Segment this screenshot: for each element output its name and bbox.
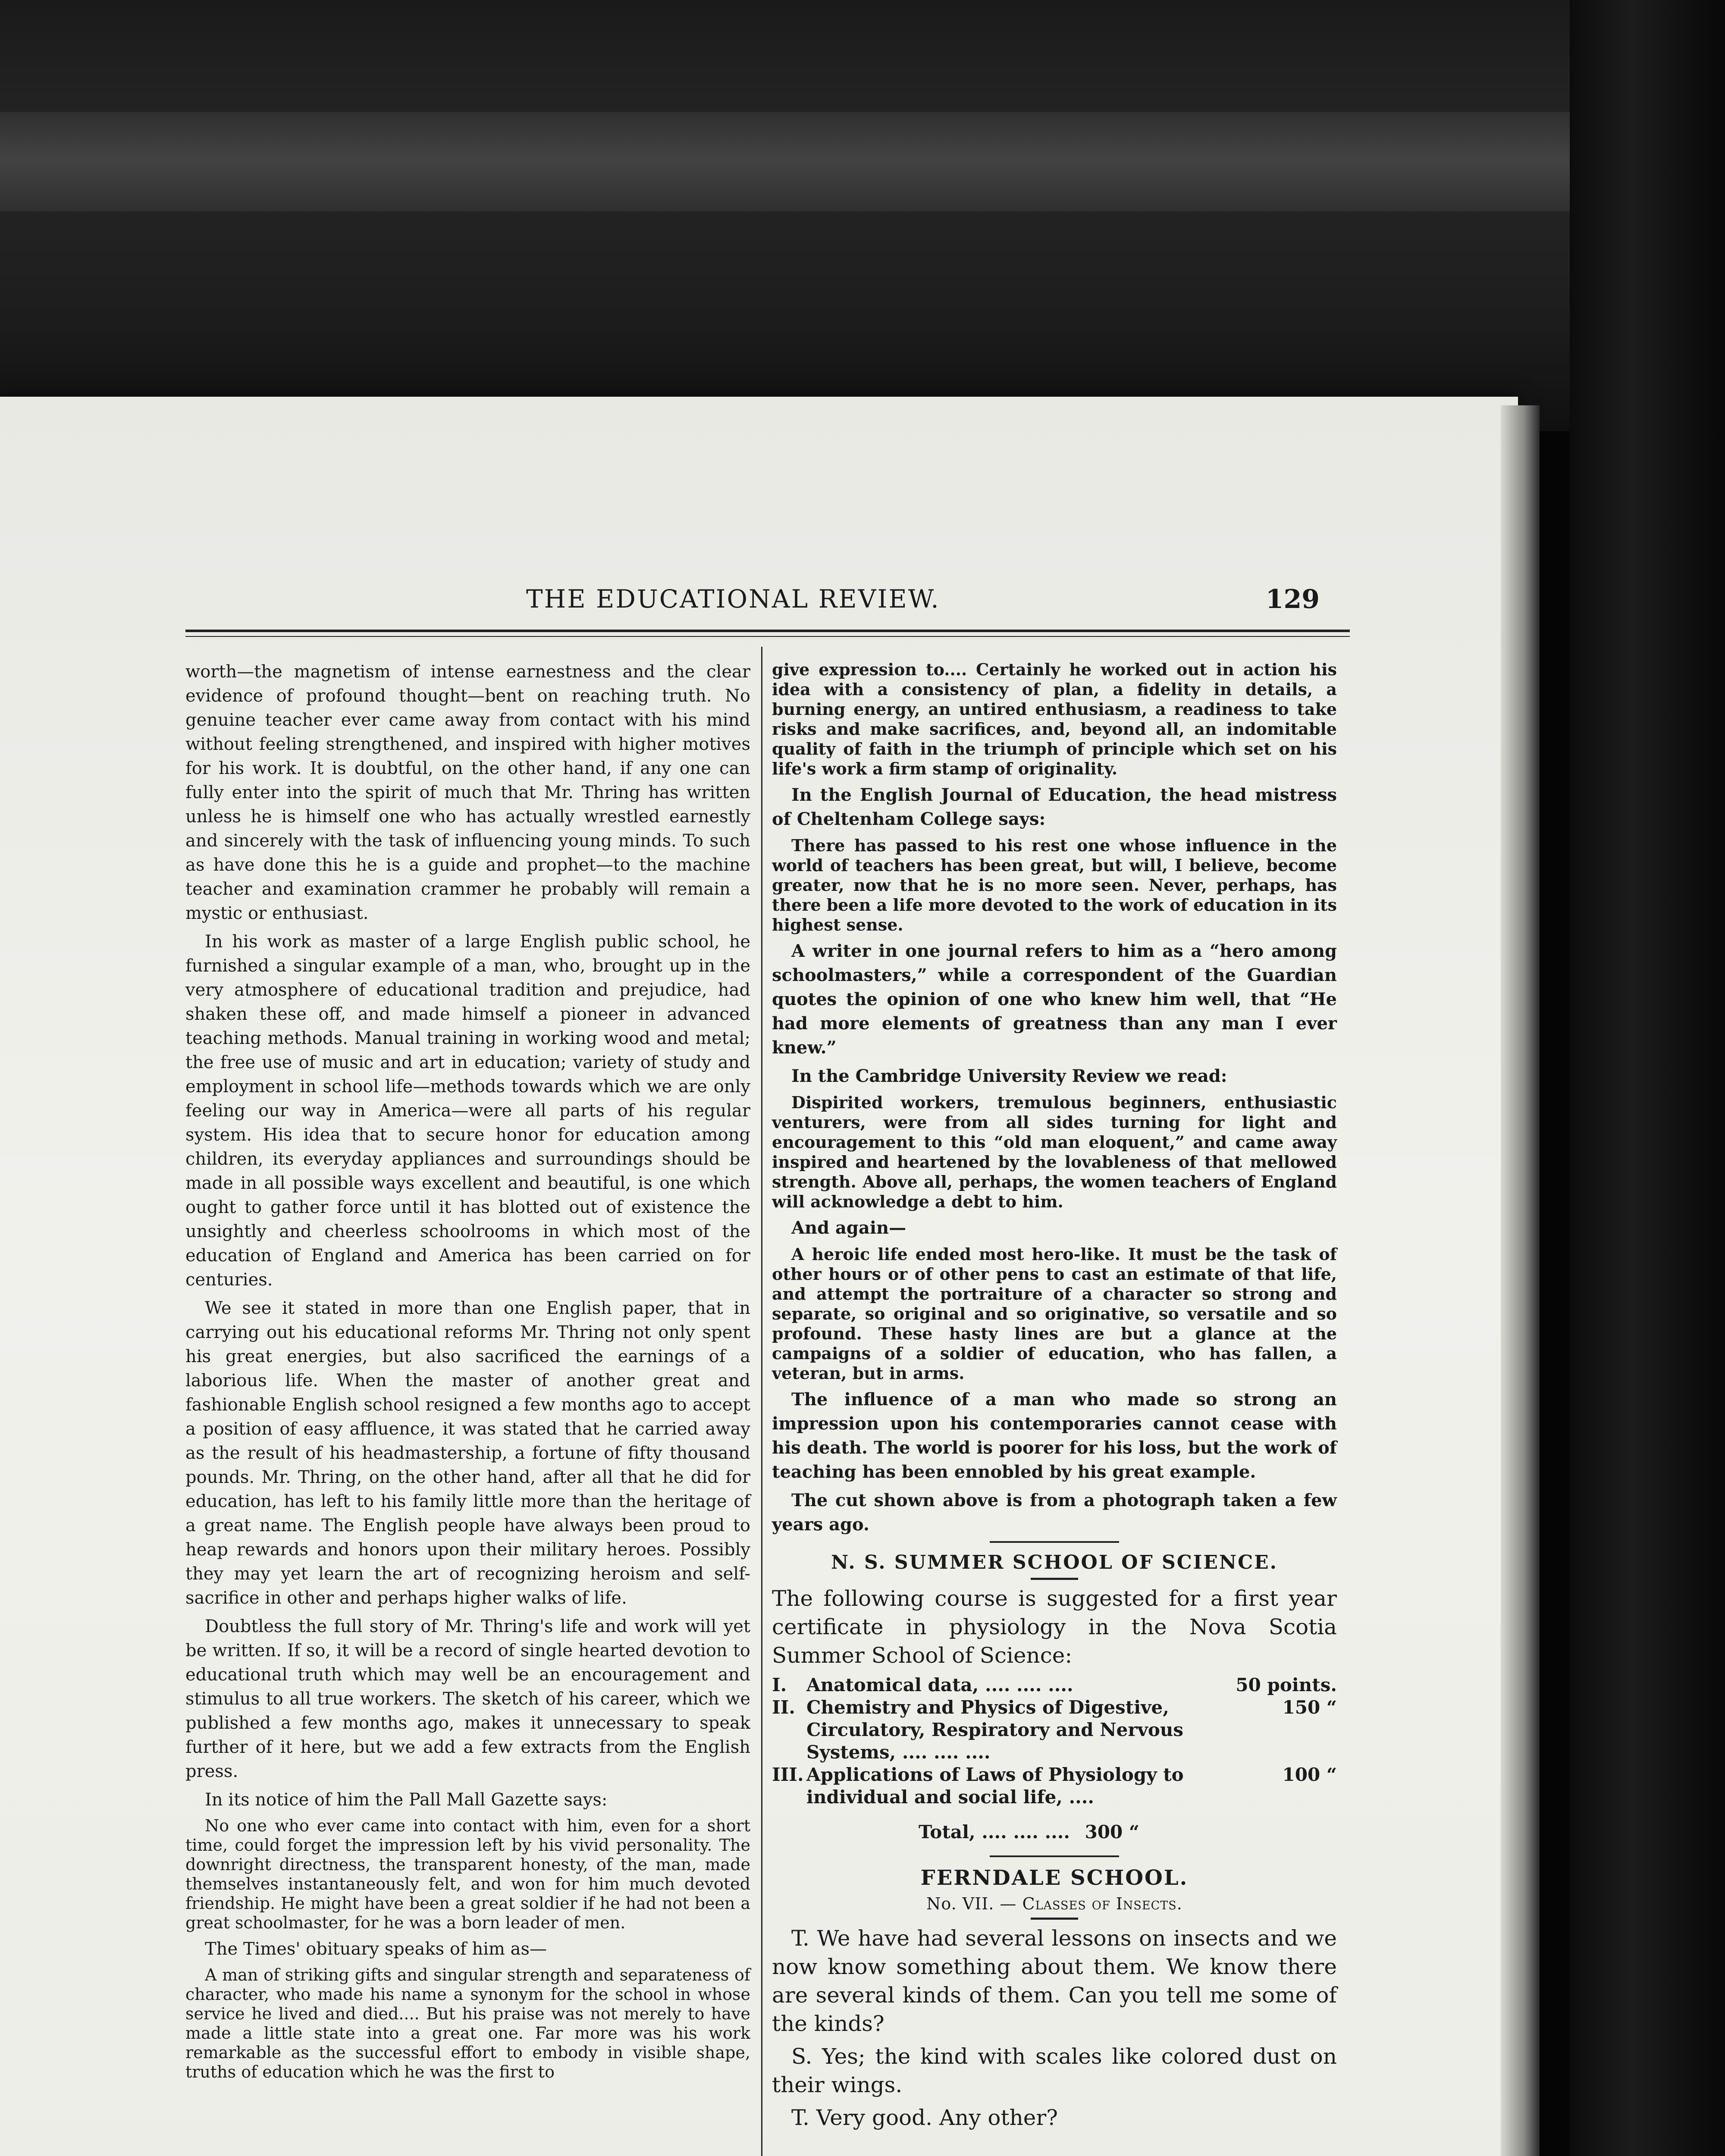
paragraph: And again— (791, 1218, 906, 1238)
course-total-label: Total, .... .... .... (919, 1821, 1070, 1843)
course-label: Applications of Laws of Physiology to individual and social life, .... (806, 1764, 1184, 1808)
course-list (772, 1674, 1337, 1808)
ferndale-subtitle (772, 1894, 1337, 1913)
course-points: 100 “ (1282, 1764, 1337, 1785)
course-points: 50 points. (1236, 1674, 1337, 1695)
course-total (772, 1821, 1337, 1843)
paragraph: We see it stated in more than one English paper, that in carrying out his educational reforms Mr. Thring not only spent his great energies, but also sacrificed the earnings of a laborious life. When the master of another great and fashionable English school resigned a few months ago to accept a position of easy affluence, it was stated that he carried away as the result of his headmastership, a fortune of fifty thousand pounds. Mr. Thring, on the other hand, after all that he did for education, has left to his family little more than the heritage of a great name. The English people have always been proud to heap rewards and honors upon their military heroes. Possibly they may yet learn the art of recognizing heroism and self-sacrifice in other and perhaps higher walks of life. (185, 1298, 750, 1608)
course-item (772, 1764, 1337, 1808)
left-column (185, 660, 750, 2086)
page-header (181, 584, 1337, 619)
paragraph: In the Cambridge University Review we read: (791, 1066, 1227, 1086)
course-label: Anatomical data, .... .... .... (806, 1674, 1073, 1695)
section-rule-short (1031, 1578, 1078, 1580)
quoted-passage: Dispirited workers, tremulous beginners, enthusiastic venturers, were from all sides turning for light and encouragement to this “old man eloquent,” and came away inspired and heartened by the lovableness of that mellowed strength. Above all, perhaps, the women teachers of England will acknowledge a debt to him. (772, 1093, 1337, 1211)
course-points: 150 “ (1282, 1697, 1337, 1718)
summer-school-intro: The following course is suggested for a first year certificate in physiology in the Nova Scotia Summer School of Science: (772, 1586, 1337, 1668)
paragraph: The Times' obituary speaks of him as— (205, 1939, 547, 1959)
paragraph: In the English Journal of Education, the head mistress of Cheltenham College says: (772, 785, 1337, 829)
ferndale-dialogue (772, 1924, 1337, 2132)
column-divider (761, 647, 762, 2156)
header-rule-thin (185, 636, 1350, 637)
paragraph: worth—the magnetism of intense earnestness and the clear evidence of profound thought—bent on reaching truth. No genuine teacher ever came away from contact with his mind without feeling strengthened, and inspired with higher motives for his work. It is doubtful, on the other hand, if any one can fully enter into the spirit of much that Mr. Thring has written unless he is himself one who has actually wrestled earnestly and sincerely with the task of influencing young minds. To such as have done this he is a guide and prophet—to the machine teacher and examination crammer he probably will remain a mystic or enthusiast. (185, 662, 750, 923)
film-band (0, 112, 1639, 211)
course-item (772, 1696, 1337, 1764)
summer-school-title: N. S. SUMMER SCHOOL OF SCIENCE. (831, 1551, 1278, 1573)
header-rule (185, 630, 1350, 632)
course-num: II. (772, 1697, 795, 1718)
paragraph: A writer in one journal refers to him as a “hero among schoolmasters,” while a correspondent of the Guardian quotes the opinion of one who knew him well, that “He had more elements of greatness than any man I ever knew.” (772, 941, 1337, 1058)
section-rule (990, 1541, 1119, 1543)
quoted-passage: give expression to.... Certainly he worked out in action his idea with a consistency of plan, a fidelity in details, a burning energy, an untired enthusiasm, a readiness to take risks and make sacrifices, and, beyond all, an indomitable quality of faith in the triumph of principle which set on his life's work a firm stamp of originality. (772, 660, 1337, 778)
paragraph: In his work as master of a large English public school, he furnished a singular example of a man, who, brought up in the very atmosphere of educational tradition and prejudice, had shaken these off, and made himself a pioneer in advanced teaching methods. Manual training in working wood and metal; the free use of music and art in education; variety of study and employment in school life—methods towards which we are only feeling our way in America—were all parts of his regular system. His idea that to secure honor for education among children, its everyday appliances and surroundings should be made in all possible ways excellent and beautiful, is one which ought to gather force until it has blotted out of existence the unsightly and cheerless schoolrooms in which most of the education of England and America has been carried on for centuries. (185, 932, 750, 1290)
film-background-top (0, 0, 1725, 431)
paragraph: Doubtless the full story of Mr. Thring's life and work will yet be written. If so, it will be a record of single hearted devotion to educational truth which may well be an encouragement and stimulus to all true workers. The sketch of his career, which we published a few months ago, makes it unnecessary to speak further of it here, but we add a few extracts from the English press. (185, 1617, 750, 1781)
course-num: III. (772, 1764, 804, 1785)
page-number: 129 (1265, 584, 1320, 614)
quoted-passage: A heroic life ended most hero-like. It must be the task of other hours or of other pens to cast an estimate of that life, and attempt the portraiture of a character so strong and separate, so original and so originative, so versatile and so profound. These hasty lines are but a glance at the campaigns of a soldier of education, who has fallen, a veteran, but in arms. (772, 1244, 1337, 1383)
right-column (772, 660, 1337, 2136)
paragraph: In its notice of him the Pall Mall Gazette says: (205, 1790, 608, 1810)
right-column-article (772, 660, 1337, 1537)
film-background-right (1570, 0, 1725, 2156)
course-item (772, 1674, 1337, 1696)
section-rule-short (1031, 1918, 1078, 1920)
section-rule (990, 1855, 1119, 1857)
quoted-passage: There has passed to his rest one whose influence in the world of teachers has been great, but will, I believe, become greater, now that he is no more seen. Never, perhaps, has there been a life more devoted to the work of education in its highest sense. (772, 836, 1337, 934)
ferndale-title: FERNDALE SCHOOL. (920, 1866, 1189, 1890)
course-label: Chemistry and Physics of Digestive, Circulatory, Respiratory and Nervous Systems, .... .... .... (806, 1697, 1184, 1763)
page-edge (1501, 405, 1540, 2156)
journal-title: THE EDUCATIONAL REVIEW. (526, 584, 940, 614)
dialogue-line: T. We have had several lessons on insects and we now know something about them. We know there are several kinds of them. Can you tell me some of the kinds? (772, 1926, 1337, 2036)
ferndale-lesson-topic: Classes of Insects. (1022, 1894, 1182, 1913)
dialogue-line: T. Very good. Any other? (791, 2105, 1058, 2130)
quoted-passage: No one who ever came into contact with him, even for a short time, could forget the impression left by his vivid personality. The downright directness, the transparent honesty, of the man, made themselves instantaneously felt, and won for him much devoted friendship. He might have been a great soldier if he had not been a great schoolmaster, for he was a born leader of men. (185, 1816, 750, 1932)
quoted-passage: A man of striking gifts and singular strength and separateness of character, who made his name a synonym for the school in whose service he lived and died.... But his praise was not merely to have made a little state into a great one. Far more was his work remarkable as the successful effort to embody in visible shape, truths of education which he was the first to (185, 1965, 750, 2081)
dialogue-line: S. Yes; the kind with scales like colored dust on their wings. (772, 2044, 1337, 2097)
paragraph: The cut shown above is from a photograph taken a few years ago. (772, 1490, 1337, 1535)
ferndale-lesson-number: No. VII. — (926, 1894, 1017, 1913)
course-num: I. (772, 1674, 787, 1695)
course-total-points: 300 “ (1085, 1821, 1140, 1843)
paragraph: The influence of a man who made so strong an impression upon his contemporaries cannot cease with his death. The world is poorer for his loss, but the work of teaching has been ennobled by his great example. (772, 1389, 1337, 1482)
